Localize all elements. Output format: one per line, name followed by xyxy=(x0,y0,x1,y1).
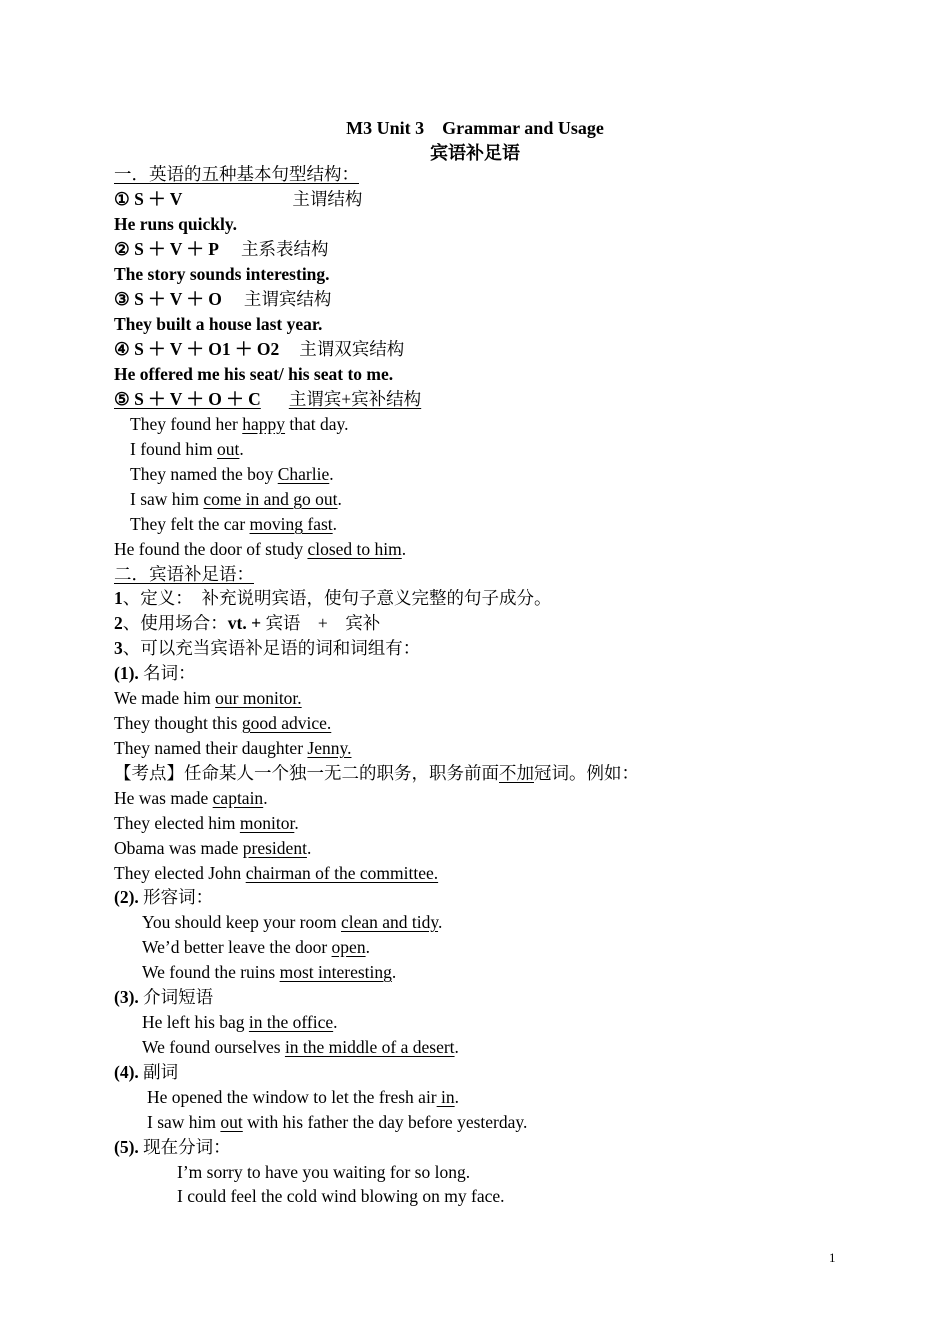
pattern-name: 主谓双宾结构 xyxy=(299,339,405,359)
pattern-example: He offered me his seat/ his seat to me. xyxy=(114,364,394,384)
pattern-1 xyxy=(114,187,362,211)
pattern-name: 主系表结构 xyxy=(241,239,329,259)
pattern-formula: ④ S ＋ V ＋ O1 ＋ O2 xyxy=(114,339,280,359)
document-title: M3 Unit 3 Grammar and Usage xyxy=(346,118,604,138)
example-sentence: You should keep your room clean and tidy. xyxy=(142,912,443,932)
example-sentence: I found him out. xyxy=(130,439,244,459)
type-heading-prep-phrase: (3). 介词短语 xyxy=(114,987,214,1007)
example-sentence: They named the boy Charlie. xyxy=(130,464,334,484)
pattern-formula: ③ S ＋ V ＋ O xyxy=(114,289,222,309)
pattern-formula: ② S ＋ V ＋ P xyxy=(114,239,219,259)
section1-heading: 一．英语的五种基本句型结构： xyxy=(114,164,359,184)
type-heading-present-participle: (5). 现在分词： xyxy=(114,1137,231,1157)
example-sentence: They found her happy that day. xyxy=(130,414,349,434)
example-sentence: We found ourselves in the middle of a desert. xyxy=(142,1037,459,1057)
pattern-name: 主谓宾结构 xyxy=(243,289,332,309)
example-sentence: We’d better leave the door open. xyxy=(142,937,370,957)
pattern-formula: ① S ＋ V xyxy=(114,189,183,209)
type-heading-adverb: (4). 副词 xyxy=(114,1062,179,1082)
section2-heading: 二．宾语补足语： xyxy=(114,564,254,584)
pattern-5 xyxy=(114,387,421,411)
pattern-example: They built a house last year. xyxy=(114,314,323,334)
pattern-name: 主谓结构 xyxy=(292,189,363,209)
pattern-example: He runs quickly. xyxy=(114,214,238,234)
example-sentence: They thought this good advice. xyxy=(114,713,332,733)
example-sentence: They felt the car moving fast. xyxy=(130,514,338,534)
example-sentence: I saw him come in and go out. xyxy=(130,489,342,509)
pattern-3 xyxy=(114,287,331,311)
pattern-4 xyxy=(114,337,404,361)
example-sentence: They elected John chairman of the committee. xyxy=(114,863,439,883)
usage-line: 2、使用场合：vt. + 宾语 + 宾补 xyxy=(114,613,381,633)
pattern-formula: ⑤ S ＋ V ＋ O ＋ C xyxy=(114,389,261,409)
example-sentence: They elected him monitor. xyxy=(114,813,299,833)
type-heading-adjective: (2). 形容词： xyxy=(114,887,214,907)
example-sentence: We found the ruins most interesting. xyxy=(142,962,397,982)
page-number: 1 xyxy=(829,1250,836,1265)
example-sentence: He opened the window to let the fresh air in. xyxy=(147,1087,460,1107)
example-sentence: He found the door of study closed to him. xyxy=(114,539,407,559)
example-sentence: He left his bag in the office. xyxy=(142,1012,338,1032)
pattern-example: The story sounds interesting. xyxy=(114,264,330,284)
pattern-name: 主谓宾+宾补结构 xyxy=(288,389,422,409)
example-sentence: I’m sorry to have you waiting for so long. xyxy=(177,1162,471,1182)
example-sentence: They named their daughter Jenny. xyxy=(114,738,352,758)
pattern-2 xyxy=(114,237,329,261)
exam-point-note: 【考点】任命某人一个独一无二的职务，职务前面不加冠词。例如： xyxy=(114,763,639,783)
types-line: 3、可以充当宾语补足语的词和词组有： xyxy=(114,638,421,658)
example-sentence: Obama was made president. xyxy=(114,838,312,858)
document-subtitle: 宾语补足语 xyxy=(430,143,520,163)
definition-line: 1、定义： 补充说明宾语，使句子意义完整的句子成分。 xyxy=(114,588,552,608)
example-sentence: I could feel the cold wind blowing on my face. xyxy=(177,1186,505,1206)
example-sentence: I saw him out with his father the day before yesterday. xyxy=(147,1112,528,1132)
example-sentence: He was made captain. xyxy=(114,788,268,808)
type-heading-noun: (1). 名词： xyxy=(114,663,196,683)
example-sentence: We made him our monitor. xyxy=(114,688,302,708)
